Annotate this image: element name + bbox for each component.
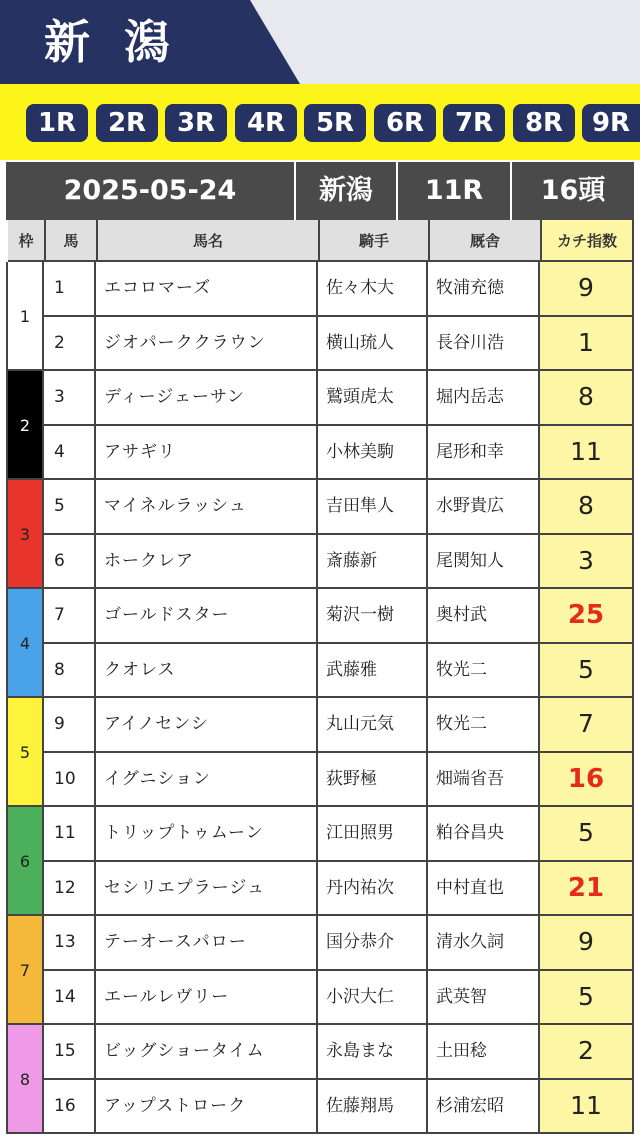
waku-cell: 8 — [6, 1025, 44, 1134]
jockey-name: 荻野極 — [318, 753, 428, 808]
stable-name: 武英智 — [428, 971, 540, 1026]
horse-name: ビッグショータイム — [96, 1025, 318, 1080]
race-tab-2r[interactable]: 2R — [96, 104, 158, 142]
horse-number: 9 — [44, 698, 96, 753]
horse-name: アイノセンシ — [96, 698, 318, 753]
kachi-index: 1 — [540, 317, 634, 372]
race-date: 2025-05-24 — [6, 162, 296, 220]
stable-name: 牧光二 — [428, 644, 540, 699]
horse-number: 11 — [44, 807, 96, 862]
stable-name: 尾関知人 — [428, 535, 540, 590]
jockey-name: 斎藤新 — [318, 535, 428, 590]
col-header-index: カチ指数 — [542, 220, 634, 262]
kachi-index: 16 — [540, 753, 634, 808]
stable-name: 杉浦宏昭 — [428, 1080, 540, 1135]
col-header-waku: 枠 — [8, 220, 46, 262]
col-header-uma: 馬 — [46, 220, 98, 262]
horse-number: 7 — [44, 589, 96, 644]
horse-name: クオレス — [96, 644, 318, 699]
horse-number: 1 — [44, 262, 96, 317]
kachi-index: 21 — [540, 862, 634, 917]
horse-name: セシリエプラージュ — [96, 862, 318, 917]
stable-name: 長谷川浩 — [428, 317, 540, 372]
race-tab-1r[interactable]: 1R — [26, 104, 88, 142]
horse-number: 14 — [44, 971, 96, 1026]
race-tab-4r[interactable]: 4R — [235, 104, 297, 142]
horse-number: 13 — [44, 916, 96, 971]
race-venue: 新潟 — [296, 162, 398, 220]
horse-name: ゴールドスター — [96, 589, 318, 644]
race-tab-3r[interactable]: 3R — [165, 104, 227, 142]
waku-cell: 7 — [6, 916, 44, 1025]
jockey-name: 佐々木大 — [318, 262, 428, 317]
kachi-index: 5 — [540, 971, 634, 1026]
race-tab-9r[interactable]: 9R — [582, 104, 640, 142]
horse-number: 15 — [44, 1025, 96, 1080]
jockey-name: 丸山元気 — [318, 698, 428, 753]
race-tab-5r[interactable]: 5R — [304, 104, 366, 142]
page-title: 新潟 — [44, 15, 204, 69]
kachi-index: 25 — [540, 589, 634, 644]
race-tab-8r[interactable]: 8R — [513, 104, 575, 142]
horse-number: 10 — [44, 753, 96, 808]
stable-name: 水野貴広 — [428, 480, 540, 535]
horse-name: アサギリ — [96, 426, 318, 481]
col-header-stable: 厩舎 — [430, 220, 542, 262]
stable-name: 牧光二 — [428, 698, 540, 753]
stable-name: 中村直也 — [428, 862, 540, 917]
waku-cell: 4 — [6, 589, 44, 698]
kachi-index: 11 — [540, 426, 634, 481]
horse-name: ジオパーククラウン — [96, 317, 318, 372]
kachi-index: 9 — [540, 916, 634, 971]
race-number: 11R — [398, 162, 512, 220]
jockey-name: 武藤雅 — [318, 644, 428, 699]
waku-cell: 6 — [6, 807, 44, 916]
jockey-name: 小林美駒 — [318, 426, 428, 481]
stable-name: 土田稔 — [428, 1025, 540, 1080]
col-header-jockey: 騎手 — [320, 220, 430, 262]
horse-number: 4 — [44, 426, 96, 481]
kachi-index: 11 — [540, 1080, 634, 1135]
kachi-index: 7 — [540, 698, 634, 753]
stable-name: 堀内岳志 — [428, 371, 540, 426]
race-heads: 16頭 — [512, 162, 634, 220]
race-tab-6r[interactable]: 6R — [374, 104, 436, 142]
kachi-index: 5 — [540, 644, 634, 699]
stable-name: 奥村武 — [428, 589, 540, 644]
jockey-name: 江田照男 — [318, 807, 428, 862]
waku-cell: 3 — [6, 480, 44, 589]
stable-name: 牧浦充徳 — [428, 262, 540, 317]
jockey-name: 小沢大仁 — [318, 971, 428, 1026]
horse-name: トリップトゥムーン — [96, 807, 318, 862]
horse-name: マイネルラッシュ — [96, 480, 318, 535]
col-header-name: 馬名 — [98, 220, 320, 262]
stable-name: 粕谷昌央 — [428, 807, 540, 862]
horse-number: 16 — [44, 1080, 96, 1135]
waku-cell: 2 — [6, 371, 44, 480]
horse-name: エコロマーズ — [96, 262, 318, 317]
kachi-index: 9 — [540, 262, 634, 317]
kachi-index: 3 — [540, 535, 634, 590]
horse-name: ホークレア — [96, 535, 318, 590]
jockey-name: 横山琉人 — [318, 317, 428, 372]
horse-name: エールレヴリー — [96, 971, 318, 1026]
race-tab-7r[interactable]: 7R — [443, 104, 505, 142]
kachi-index: 8 — [540, 480, 634, 535]
waku-cell: 1 — [6, 262, 44, 371]
horse-name: テーオースパロー — [96, 916, 318, 971]
waku-cell: 5 — [6, 698, 44, 807]
kachi-index: 2 — [540, 1025, 634, 1080]
jockey-name: 国分恭介 — [318, 916, 428, 971]
jockey-name: 丹内祐次 — [318, 862, 428, 917]
kachi-index: 5 — [540, 807, 634, 862]
jockey-name: 鷲頭虎太 — [318, 371, 428, 426]
horse-number: 2 — [44, 317, 96, 372]
horse-name: ディージェーサン — [96, 371, 318, 426]
jockey-name: 佐藤翔馬 — [318, 1080, 428, 1135]
horse-number: 6 — [44, 535, 96, 590]
jockey-name: 吉田隼人 — [318, 480, 428, 535]
jockey-name: 永島まな — [318, 1025, 428, 1080]
horse-number: 8 — [44, 644, 96, 699]
horse-name: イグニション — [96, 753, 318, 808]
horse-number: 3 — [44, 371, 96, 426]
horse-number: 5 — [44, 480, 96, 535]
stable-name: 畑端省吾 — [428, 753, 540, 808]
kachi-index: 8 — [540, 371, 634, 426]
horse-name: アップストローク — [96, 1080, 318, 1135]
stable-name: 尾形和幸 — [428, 426, 540, 481]
jockey-name: 菊沢一樹 — [318, 589, 428, 644]
stable-name: 清水久詞 — [428, 916, 540, 971]
horse-number: 12 — [44, 862, 96, 917]
